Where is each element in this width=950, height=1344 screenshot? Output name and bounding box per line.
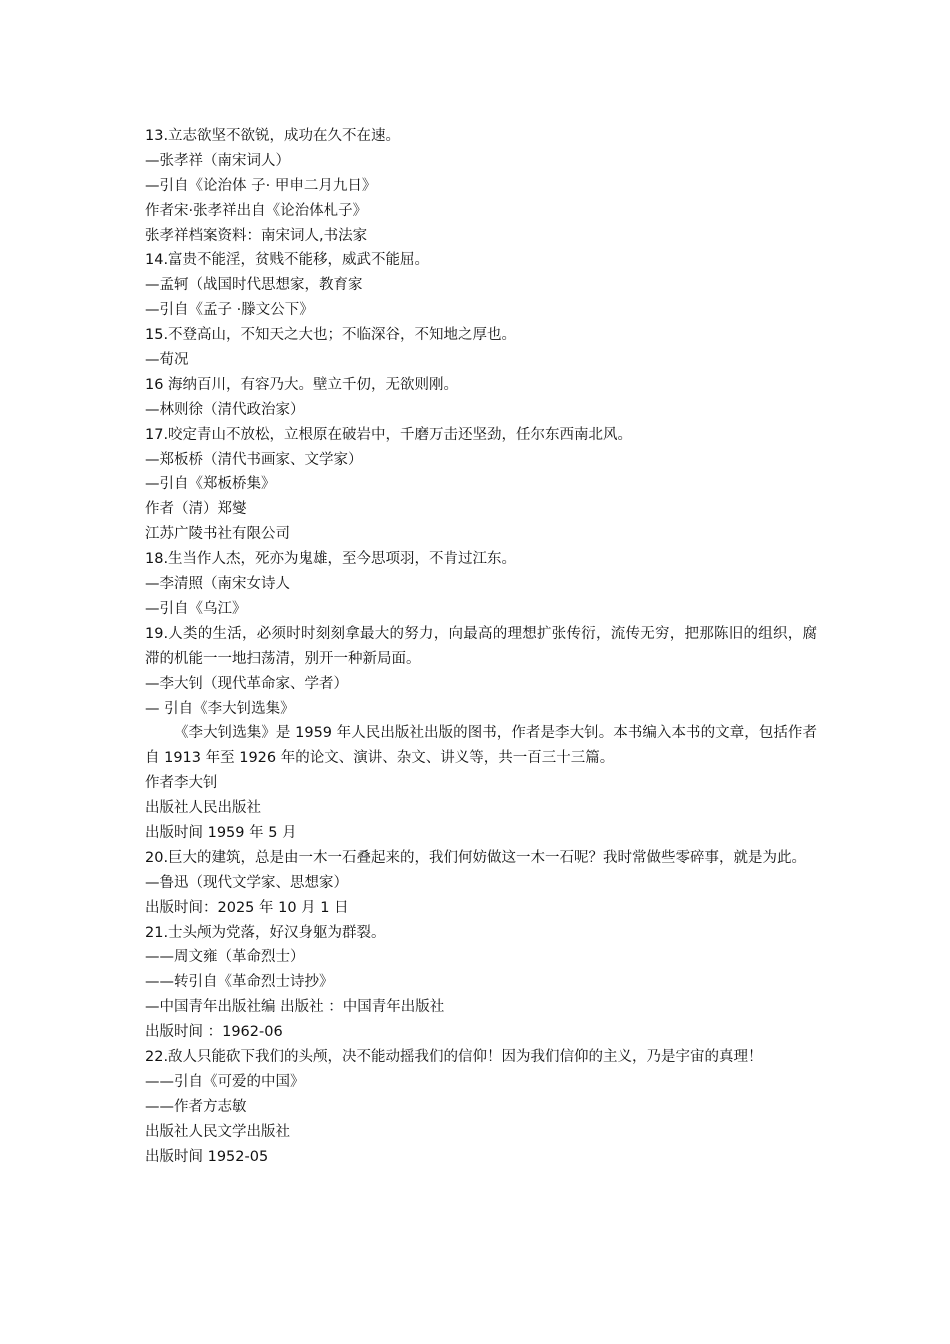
text-line: —张孝祥（南宋词人） (145, 152, 290, 169)
text-line: —孟轲（战国时代思想家，教育家 (145, 277, 363, 294)
text-line: ——引自《可爱的中国》 (145, 1073, 305, 1090)
text-line: —引自《孟子 ·滕文公下》 (145, 302, 314, 319)
text-line: —李清照（南宋女诗人 (145, 576, 290, 593)
text-line: 16 海纳百川，有容乃大。壁立千仞，无欲则刚。 (145, 376, 459, 393)
text-line: 15.不登高山，不知天之大也；不临深谷，不知地之厚也。 (145, 327, 517, 344)
text-line: —中国青年出版社编 出版社 ：中国青年出版社 (145, 999, 445, 1016)
text-line: 出版社人民文学出版社 (145, 1123, 290, 1140)
text-line: 张孝祥档案资料：南宋词人,书法家 (145, 227, 368, 244)
text-line: 出版时间：2025 年 10 月 1 日 (145, 899, 349, 916)
text-line: ——转引自《革命烈士诗抄》 (145, 974, 334, 991)
text-line: —引自《郑板桥集》 (145, 476, 276, 493)
text-line: 出版时间 1959 年 5 月 (145, 825, 297, 841)
text-line: 18.生当作人杰，死亦为鬼雄，至今思项羽，不肯过江东。 (145, 551, 517, 568)
quote-paragraph-19: 19.人类的生活，必须时时刻刻拿最大的努力，向最高的理想扩张传衍，流传无穷，把那陈旧的组织，腐滞的机能一一地扫荡清，别开一种新局面。 (145, 625, 817, 667)
document-body (145, 124, 817, 1170)
quote-paragraph-22: 22.敌人只能砍下我们的头颅，决不能动摇我们的信仰！因为我们信仰的主义，乃是宇宙的真理！ (145, 1049, 763, 1066)
text-line: 13.立志欲坚不欲锐，成功在久不在速。 (145, 128, 401, 144)
text-line: —引自《乌江》 (145, 600, 247, 617)
text-line: 21.士头颅为党落，好汉身躯为群裂。 (145, 924, 386, 941)
text-line: — 引自《李大钊选集》 (145, 700, 295, 717)
text-line: 出版社人民出版社 (145, 800, 261, 817)
text-line: 14.富贵不能淫，贫贱不能移，威武不能屈。 (145, 252, 430, 269)
text-line: ——周文雍（革命烈士） (145, 949, 305, 966)
text-line: —李大钊（现代革命家、学者） (145, 675, 348, 692)
text-line: 出版时间 ：1962-06 (145, 1024, 283, 1041)
text-line: —林则徐（清代政治家） (145, 401, 305, 418)
text-line: 出版时间 1952-05 (145, 1148, 269, 1165)
text-line: ——作者方志敏 (145, 1098, 247, 1115)
quote-paragraph-20: 20.巨大的建筑，总是由一木一石叠起来的，我们何妨做这一木一石呢？我时常做些零碎事，就是为此。 (145, 849, 807, 866)
text-line: —鲁迅（现代文学家、思想家） (145, 874, 348, 891)
text-line: —引自《论治体 子· 甲申二月九日》 (145, 177, 377, 194)
text-line: —郑板桥（清代书画家、文学家） (145, 451, 363, 468)
text-line: 作者（清）郑燮 (145, 501, 247, 518)
book-description-paragraph: 《李大钊选集》是 1959 年人民出版社出版的图书，作者是李大钊。本书编入本书的文章，包括作者自 1913 年至 1926 年的论文、演讲、杂文、讲义等，共一百三十三篇。 (145, 725, 817, 767)
text-line: 江苏广陵书社有限公司 (145, 526, 290, 543)
text-line: 作者宋·张孝祥出自《论治体札子》 (145, 202, 368, 219)
text-line: 17.咬定青山不放松，立根原在破岩中，千磨万击还坚劲，任尔东西南北风。 (145, 426, 633, 443)
text-line: 作者李大钊 (145, 775, 218, 792)
text-line: —荀况 (145, 352, 189, 369)
